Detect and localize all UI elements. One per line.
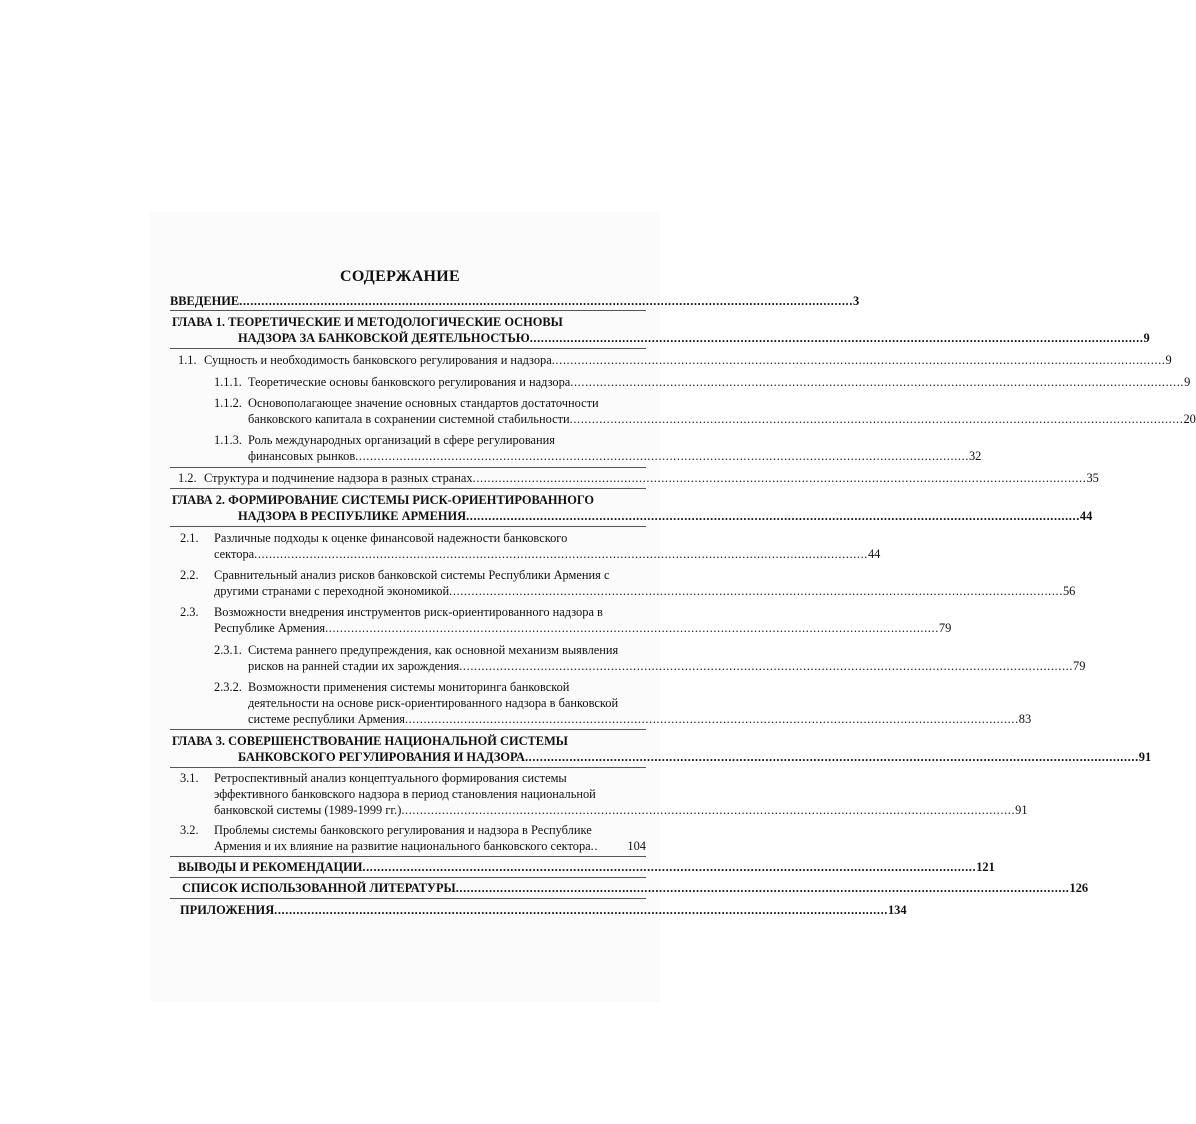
divider bbox=[170, 898, 646, 899]
entry-text-line3: банковской системы (1989-1999 гг.) bbox=[214, 803, 402, 817]
toc-entry-2-3[interactable]: 2.3. Возможности внедрения инструментов риск-ориентированного надзора в Республике Армения ...................................................................................................................................................................... 79 bbox=[180, 605, 952, 635]
page-number: 79 bbox=[1073, 659, 1086, 673]
toc-entry-1-2[interactable]: 1.2. Структура и подчинение надзора в разных странах ...................................................................................................................................................................... 35 bbox=[178, 471, 1099, 485]
page-number: 126 bbox=[1069, 881, 1089, 895]
section-number: 1.1.3. bbox=[214, 433, 242, 447]
section-number: 1.1. bbox=[178, 353, 197, 367]
divider bbox=[170, 729, 646, 730]
entry-text-line2: НАДЗОРА ЗА БАНКОВСКОЙ ДЕЯТЕЛЬНОСТЬЮ bbox=[238, 331, 530, 345]
entry-text: Теоретические основы банковского регулирования и надзора bbox=[248, 375, 571, 389]
toc-entry-appendices[interactable]: ПРИЛОЖЕНИЯ ...................................................................................................................................................................... 134 bbox=[180, 903, 907, 917]
page-number: 56 bbox=[1062, 584, 1076, 598]
divider bbox=[170, 767, 646, 768]
section-number: 1.1.1. bbox=[214, 375, 242, 389]
divider bbox=[170, 877, 646, 878]
section-number: 1.1.2. bbox=[214, 396, 242, 410]
page-number: 134 bbox=[887, 903, 907, 917]
page-number: 35 bbox=[1086, 471, 1099, 485]
entry-text-line2: БАНКОВСКОГО РЕГУЛИРОВАНИЯ И НАДЗОРА bbox=[238, 750, 525, 764]
page-number: 104 bbox=[627, 839, 646, 853]
divider bbox=[170, 488, 646, 489]
page-number: 9 bbox=[1143, 331, 1150, 345]
section-number: 1.2. bbox=[178, 471, 197, 485]
entry-text: Структура и подчинение надзора в разных странах bbox=[204, 471, 473, 485]
entry-text-line1: Проблемы системы банковского регулирования и надзора в Республике bbox=[214, 823, 592, 837]
page-number: 91 bbox=[1138, 750, 1152, 764]
entry-text-line3: системе республики Армения bbox=[248, 712, 405, 726]
toc-entry-1-1-2[interactable]: 1.1.2. Основополагающее значение основных стандартов достаточности банковского капитала в сохранении системной стабильности ...................................................................................................................................................................... 20 bbox=[214, 396, 1196, 426]
page-number: 121 bbox=[976, 860, 995, 874]
toc-entry-3-1[interactable]: 3.1. Ретроспективный анализ концептуального формирования системы эффективного банковского надзора в период становления национальной банковской системы (1989-1999 гг.) ...................................................................................................................................................................... 91 bbox=[180, 771, 1028, 817]
page-number: 91 bbox=[1015, 803, 1028, 817]
page-number: 9 bbox=[1165, 353, 1172, 367]
toc-entry-chapter-2[interactable]: ГЛАВА 2. ФОРМИРОВАНИЕ СИСТЕМЫ РИСК-ОРИЕНТИРОВАННОГО НАДЗОРА В РЕСПУБЛИКЕ АРМЕНИЯ ...................................................................................................................................................................... 44 bbox=[172, 493, 1093, 523]
page-number: 20 bbox=[1183, 412, 1196, 426]
entry-text: Сущность и необходимость банковского регулирования и надзора bbox=[204, 353, 552, 367]
entry-text-line2: Республике Армения bbox=[214, 621, 326, 635]
toc-entry-2-3-1[interactable]: 2.3.1. Система раннего предупреждения, как основной механизм выявления рисков на ранней стадии их зарождения ...................................................................................................................................................................... 79 bbox=[214, 643, 1086, 673]
section-number: 2.1. bbox=[180, 531, 199, 545]
entry-text-line1: Основополагающее значение основных стандартов достаточности bbox=[248, 396, 599, 410]
section-number: 2.3.1. bbox=[214, 643, 242, 657]
toc-entry-1-1-1[interactable]: 1.1.1. Теоретические основы банковского регулирования и надзора ...................................................................................................................................................................... 9 bbox=[214, 375, 1191, 389]
divider bbox=[170, 348, 646, 349]
entry-text-line2: деятельности на основе риск-ориентированного надзора в банковской bbox=[248, 696, 619, 710]
toc-entry-introduction[interactable]: ВВЕДЕНИЕ ...................................................................................................................................................................... 3 bbox=[170, 294, 860, 308]
entry-text-line2: другими странами с переходной экономикой bbox=[214, 584, 450, 598]
entry-text-line1: ГЛАВА 3. СОВЕРШЕНСТВОВАНИЕ НАЦИОНАЛЬНОЙ СИСТЕМЫ bbox=[172, 734, 568, 748]
entry-text-line2: Армения и их влияние на развитие национального банковского сектора bbox=[214, 839, 591, 853]
page-number: 83 bbox=[1018, 712, 1032, 726]
entry-text: СПИСОК ИСПОЛЬЗОВАННОЙ ЛИТЕРАТУРЫ bbox=[182, 881, 456, 895]
page-number: 44 bbox=[1079, 509, 1093, 523]
entry-text-line2: эффективного банковского надзора в период становления национальной bbox=[214, 787, 596, 801]
entry-text: ВЫВОДЫ И РЕКОМЕНДАЦИИ bbox=[178, 860, 363, 874]
toc-entry-chapter-1[interactable]: ГЛАВА 1. ТЕОРЕТИЧЕСКИЕ И МЕТОДОЛОГИЧЕСКИЕ ОСНОВЫ НАДЗОРА ЗА БАНКОВСКОЙ ДЕЯТЕЛЬНОСТЬЮ ...................................................................................................................................................................... 9 bbox=[172, 315, 1150, 345]
toc-title: СОДЕРЖАНИЕ bbox=[339, 268, 461, 285]
entry-text-line2: сектора bbox=[214, 547, 255, 561]
divider bbox=[170, 310, 646, 311]
page-number: 9 bbox=[1184, 375, 1191, 389]
section-number: 2.2. bbox=[180, 568, 199, 582]
toc-entry-1-1-3[interactable]: 1.1.3. Роль международных организаций в сфере регулирования финансовых рынков ...................................................................................................................................................................... 32 bbox=[214, 433, 982, 463]
entry-text-line2: НАДЗОРА В РЕСПУБЛИКЕ АРМЕНИЯ bbox=[238, 509, 467, 523]
page-number: 44 bbox=[867, 547, 881, 561]
divider bbox=[170, 526, 646, 527]
entry-text-line1: ГЛАВА 1. ТЕОРЕТИЧЕСКИЕ И МЕТОДОЛОГИЧЕСКИЕ ОСНОВЫ bbox=[172, 315, 563, 329]
entry-text-line2: банковского капитала в сохранении системной стабильности bbox=[248, 412, 570, 426]
page-number: 3 bbox=[852, 294, 860, 308]
section-number: 2.3. bbox=[180, 605, 199, 619]
entry-text: ПРИЛОЖЕНИЯ bbox=[180, 903, 275, 917]
entry-text-line1: ГЛАВА 2. ФОРМИРОВАНИЕ СИСТЕМЫ РИСК-ОРИЕНТИРОВАННОГО bbox=[172, 493, 595, 507]
divider bbox=[170, 856, 646, 857]
entry-text-line1: Роль международных организаций в сфере регулирования bbox=[248, 433, 555, 447]
toc-entry-1-1[interactable]: 1.1. Сущность и необходимость банковского регулирования и надзора ...................................................................................................................................................................... 9 bbox=[178, 353, 1172, 367]
entry-text-line2: финансовых рынков bbox=[248, 449, 356, 463]
toc-entry-2-3-2[interactable]: 2.3.2. Возможности применения системы мониторинга банковской деятельности на основе риск-ориентированного надзора в банковской системе республики Армения ...................................................................................................................................................................... 83 bbox=[214, 680, 1032, 726]
toc-entry-2-1[interactable]: 2.1. Различные подходы к оценке финансовой надежности банковского сектора ...................................................................................................................................................................... 44 bbox=[180, 531, 881, 561]
toc-entry-3-2[interactable]: 3.2. Проблемы системы банковского регулирования и надзора в Республике Армения и их влияние на развитие национального банковского сектора .. 104 bbox=[180, 823, 646, 853]
divider bbox=[170, 467, 646, 468]
entry-text-line1: Возможности применения системы мониторинга банковской bbox=[248, 680, 570, 694]
section-number: 3.1. bbox=[180, 771, 199, 785]
toc-entry-references[interactable]: СПИСОК ИСПОЛЬЗОВАННОЙ ЛИТЕРАТУРЫ ...................................................................................................................................................................... 126 bbox=[182, 881, 1089, 895]
entry-text-line1: Сравнительный анализ рисков банковской системы Республики Армения с bbox=[214, 568, 610, 582]
entry-text-line1: Система раннего предупреждения, как основной механизм выявления bbox=[248, 643, 619, 657]
entry-text-line1: Возможности внедрения инструментов риск-ориентированного надзора в bbox=[214, 605, 603, 619]
toc-entry-2-2[interactable]: 2.2. Сравнительный анализ рисков банковской системы Республики Армения с другими странами с переходной экономикой ...................................................................................................................................................................... 56 bbox=[180, 568, 1076, 598]
toc-entry-chapter-3[interactable]: ГЛАВА 3. СОВЕРШЕНСТВОВАНИЕ НАЦИОНАЛЬНОЙ СИСТЕМЫ БАНКОВСКОГО РЕГУЛИРОВАНИЯ И НАДЗОРА ...................................................................................................................................................................... 91 bbox=[172, 734, 1152, 764]
page-number: 32 bbox=[968, 449, 982, 463]
section-number: 2.3.2. bbox=[214, 680, 242, 694]
entry-text: ВВЕДЕНИЕ bbox=[170, 294, 240, 308]
section-number: 3.2. bbox=[180, 823, 199, 837]
page-number: 79 bbox=[938, 621, 952, 635]
entry-text-line1: Различные подходы к оценке финансовой надежности банковского bbox=[214, 531, 568, 545]
entry-text-line1: Ретроспективный анализ концептуального формирования системы bbox=[214, 771, 567, 785]
toc-entry-conclusions[interactable]: ВЫВОДЫ И РЕКОМЕНДАЦИИ ...................................................................................................................................................................... 121 bbox=[178, 860, 995, 874]
entry-text-line2: рисков на ранней стадии их зарождения bbox=[248, 659, 460, 673]
